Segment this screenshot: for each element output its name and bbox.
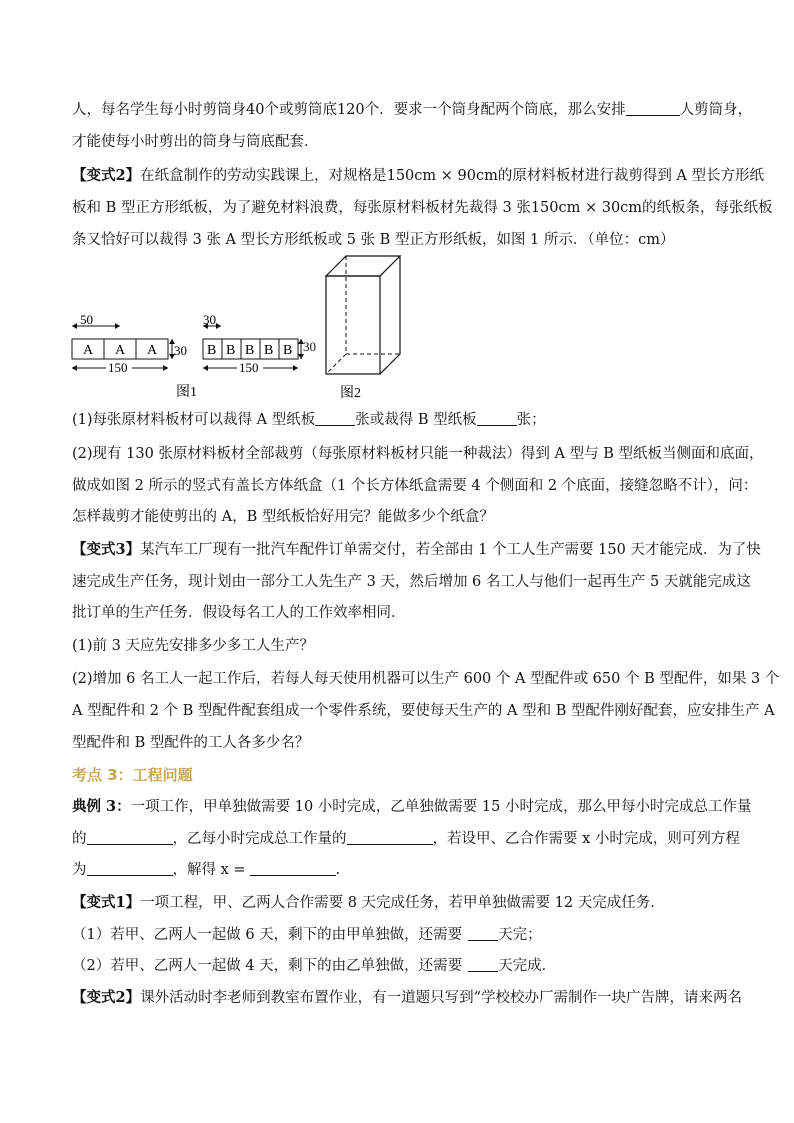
text-line xyxy=(72,540,761,560)
text-line xyxy=(72,860,340,880)
text-segment: 天完成． xyxy=(498,958,557,974)
cell-label: B xyxy=(264,343,274,358)
text-line: 怎样裁剪才能使剪出的 A，B 型纸板恰好用完？能做多少个纸盒？ xyxy=(72,509,494,525)
cell-label: B xyxy=(207,343,217,358)
arrow-head xyxy=(115,323,120,329)
text-segment: 张； xyxy=(516,412,546,428)
arrow-head xyxy=(163,365,168,371)
answer-blank[interactable] xyxy=(347,830,433,845)
text-segment: 的 xyxy=(72,831,87,847)
cell-label: A xyxy=(147,343,158,358)
text-line xyxy=(72,829,740,849)
text-line xyxy=(72,988,742,1008)
arrow-head xyxy=(203,365,208,371)
dimension-label: 30 xyxy=(303,339,316,354)
text-segment: 在纸盒制作的劳动实践课上，对规格是150cm × 90cm的原材料板材进行裁剪得到 A 型长方形纸 xyxy=(140,168,765,184)
arrow-head xyxy=(216,323,221,329)
variant-tag: 【变式2】 xyxy=(72,989,141,1006)
text-segment: 天完； xyxy=(498,927,542,943)
answer-blank[interactable] xyxy=(315,411,355,426)
text-line: 板和 B 型正方形纸板，为了避免材料浪费，每张原材料板材先裁得 3 张150cm × 30cm的纸板条，每张纸板 xyxy=(72,200,773,216)
text-segment: 人剪筒身， xyxy=(679,102,753,118)
text-segment: 某汽车工厂现有一批汽车配件订单需交付，若全部由 1 个工人生产需要 150 天才能完成．为了快 xyxy=(140,542,761,558)
dimension-label: 150 xyxy=(108,360,128,375)
strip-a xyxy=(72,312,187,375)
text-segment: ，若设甲、乙合作需要 x 小时完成，则可列方程 xyxy=(432,831,740,847)
text-line xyxy=(72,893,665,913)
text-segment: （2）若甲、乙两人一起做 4 天，剩下的由乙单独做，还需要 xyxy=(72,958,463,974)
box-front xyxy=(326,276,380,374)
text-segment: 为 xyxy=(72,862,87,878)
answer-blank[interactable] xyxy=(477,411,517,426)
text-segment: 课外活动时李老师到教室布置作业，有一道题只写到“学校校办厂需制作一块广告牌，请来两名 xyxy=(140,990,743,1006)
text-line: 批订单的生产任务．假设每名工人的工作效率相同． xyxy=(72,605,406,621)
text-segment: 人，每名学生每小时剪筒身40个或剪筒底120个．要求一个筒身配两个筒底，那么安排 xyxy=(72,102,626,118)
text-line: 型配件和 B 型配件的工人各多少名？ xyxy=(72,735,310,751)
cell-label: A xyxy=(83,343,94,358)
dimension-label: 50 xyxy=(80,312,93,327)
variant-tag: 【变式2】 xyxy=(72,167,141,184)
text-line: (1)前 3 天应先安排多少多工人生产？ xyxy=(72,638,314,654)
text-segment: 张或裁得 B 型纸板 xyxy=(355,412,477,428)
variant-tag: 【变式1】 xyxy=(72,894,141,911)
variant-tag: 【变式3】 xyxy=(72,541,141,558)
arrow-head xyxy=(72,323,77,329)
text-line: A 型配件和 2 个 B 型配件配套组成一个零件系统，要使每天生产的 A 型和 B 型配件刚好配套，应安排生产 A xyxy=(72,703,775,719)
text-segment: ，解得 x = xyxy=(172,862,246,878)
answer-blank[interactable] xyxy=(626,101,680,116)
figure-1-svg xyxy=(66,312,306,402)
answer-blank[interactable] xyxy=(87,830,173,845)
figure-1 xyxy=(66,312,306,406)
text-line: 才能使每小时剪出的筒身与筒底配套． xyxy=(72,134,319,150)
dimension-label: 30 xyxy=(174,343,187,358)
example-tag: 典例 3： xyxy=(72,798,131,815)
text-line xyxy=(72,925,542,945)
strip-b xyxy=(203,312,304,375)
dimension-label: 150 xyxy=(239,360,259,375)
text-line xyxy=(72,410,546,430)
box-top xyxy=(326,256,400,276)
cell-label: B xyxy=(245,343,255,358)
text-segment: 一项工程，甲、乙两人合作需要 8 天完成任务，若甲单独做需要 12 天完成任务． xyxy=(140,895,665,911)
text-segment: . xyxy=(335,862,341,878)
cell-label: A xyxy=(115,343,126,358)
arrow-head xyxy=(72,365,77,371)
text-line xyxy=(72,166,764,186)
figure-label: 图1 xyxy=(176,385,197,400)
text-line xyxy=(72,797,751,817)
figure-2-svg xyxy=(322,254,404,402)
cell-label: B xyxy=(226,343,236,358)
text-line: 条又恰好可以裁得 3 张 A 型长方形纸板或 5 张 B 型正方形纸板，如图 1 所示．（单位：cm） xyxy=(72,232,675,248)
text-line: (2)现有 130 张原材料板材全部裁剪（每张原材料板材只能一种裁法）得到 A 型与 B 型纸板当侧面和底面， xyxy=(72,446,764,462)
answer-blank[interactable] xyxy=(87,861,173,876)
figure-2 xyxy=(322,254,404,406)
text-segment: 一项工作，甲单独做需要 10 小时完成，乙单独做需要 15 小时完成，那么甲每小时完成总工作量 xyxy=(130,799,752,815)
answer-blank[interactable] xyxy=(468,926,498,941)
dimension-label: 30 xyxy=(203,312,216,327)
text-line: 做成如图 2 所示的竖式有盖长方体纸盒（1 个长方体纸盒需要 4 个侧面和 2 个底面，接缝忽略不计），问： xyxy=(72,478,758,494)
hidden-edge xyxy=(326,354,346,374)
text-line xyxy=(72,956,556,976)
arrow-head xyxy=(293,365,298,371)
text-segment: ，乙每小时完成总工作量的 xyxy=(172,831,347,847)
cell-label: B xyxy=(283,343,293,358)
answer-blank[interactable] xyxy=(250,861,336,876)
figure-label: 图2 xyxy=(340,386,361,401)
section-heading: 考点 3：工程问题 xyxy=(72,766,193,784)
text-line: (2)增加 6 名工人一起工作后，若每人每天使用机器可以生产 600 个 A 型配件或 650 个 B 型配件，如果 3 个 xyxy=(72,671,780,687)
text-segment: （1）若甲、乙两人一起做 6 天，剩下的由甲单独做，还需要 xyxy=(72,927,463,943)
text-line xyxy=(72,100,752,120)
text-line: 速完成生产任务，现计划由一部分工人先生产 3 天，然后增加 6 名工人与他们一起再生产 5 天就能完成这 xyxy=(72,574,751,590)
answer-blank[interactable] xyxy=(468,957,498,972)
text-segment: (1)每张原材料板材可以裁得 A 型纸板 xyxy=(72,412,316,428)
